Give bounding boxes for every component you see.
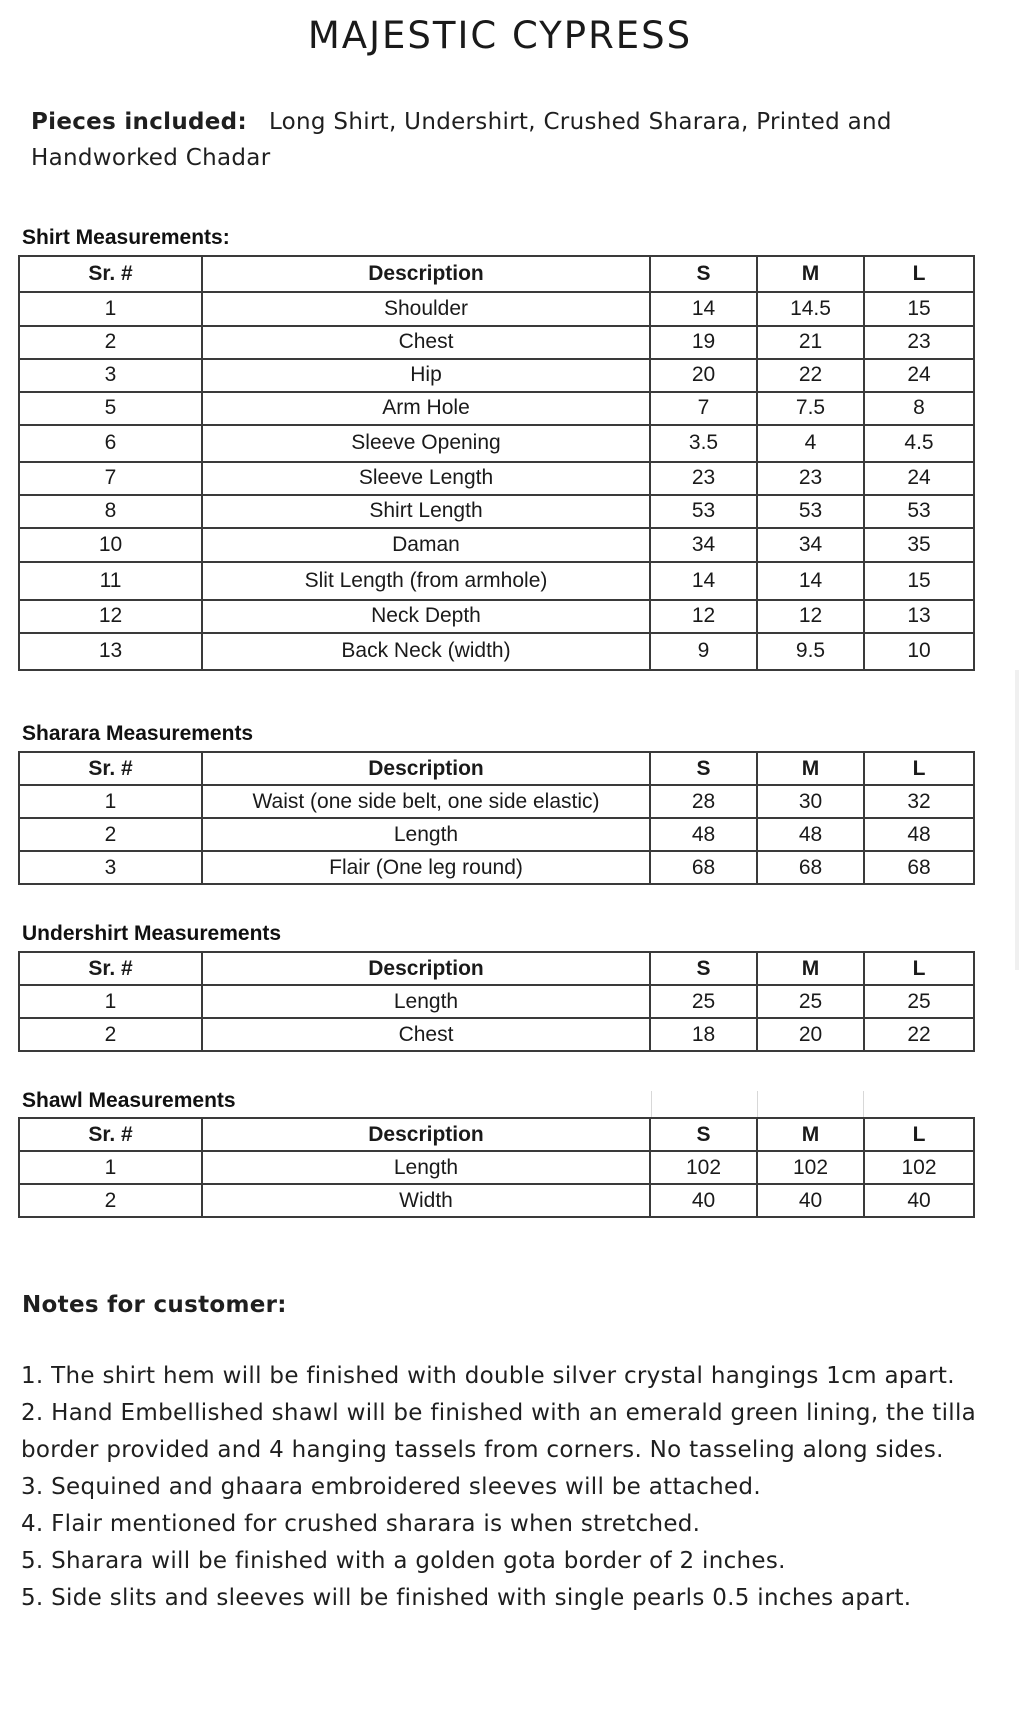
table-row: [19, 495, 974, 528]
sharara-section-title: Sharara Measurements: [22, 722, 254, 745]
cell-desc: Back Neck (width): [202, 633, 650, 670]
cell-sr: 2: [19, 1018, 202, 1051]
cell-desc: Length: [202, 1151, 650, 1184]
cell-desc: Sleeve Length: [202, 462, 650, 495]
cell-s: 34: [650, 528, 757, 562]
header-size-m: M: [757, 952, 864, 985]
cell-s: 19: [650, 326, 757, 359]
table-header-row: [19, 1118, 974, 1151]
table-row: [19, 1151, 974, 1184]
cell-l: 24: [864, 359, 974, 392]
cell-l: 24: [864, 462, 974, 495]
cell-sr: 1: [19, 785, 202, 818]
cell-l: 23: [864, 326, 974, 359]
cell-s: 25: [650, 985, 757, 1018]
table-header-row: [19, 752, 974, 785]
cell-l: 35: [864, 528, 974, 562]
undershirt-measurements-table: [18, 951, 975, 1052]
table-row: [19, 1184, 974, 1217]
header-size-l: L: [864, 1118, 974, 1151]
cell-sr: 1: [19, 292, 202, 326]
cell-s: 12: [650, 600, 757, 633]
cell-desc: Hip: [202, 359, 650, 392]
cell-s: 3.5: [650, 425, 757, 462]
cell-s: 18: [650, 1018, 757, 1051]
header-size-m: M: [757, 1118, 864, 1151]
cell-s: 14: [650, 562, 757, 600]
cell-l: 25: [864, 985, 974, 1018]
table-row: [19, 785, 974, 818]
pieces-included: [31, 104, 951, 176]
cell-l: 32: [864, 785, 974, 818]
header-size-s: S: [650, 952, 757, 985]
cell-desc: Slit Length (from armhole): [202, 562, 650, 600]
cell-desc: Neck Depth: [202, 600, 650, 633]
table-row: [19, 818, 974, 851]
header-sr: Sr. #: [19, 1118, 202, 1151]
cell-sr: 11: [19, 562, 202, 600]
cell-m: 7.5: [757, 392, 864, 425]
table-row: [19, 359, 974, 392]
header-description: Description: [202, 1118, 650, 1151]
cell-s: 102: [650, 1151, 757, 1184]
faint-gridline: [863, 1091, 864, 1117]
table-header-row: [19, 256, 974, 292]
table-row: [19, 292, 974, 326]
header-size-l: L: [864, 752, 974, 785]
undershirt-section-title: Undershirt Measurements: [22, 922, 282, 945]
cell-s: 28: [650, 785, 757, 818]
note-item: 3. Sequined and ghaara embroidered sleeves will be attached.: [21, 1474, 761, 1500]
note-item: 5. Sharara will be finished with a golden gota border of 2 inches.: [21, 1548, 786, 1574]
cell-sr: 7: [19, 462, 202, 495]
cell-m: 53: [757, 495, 864, 528]
cell-m: 25: [757, 985, 864, 1018]
header-size-s: S: [650, 1118, 757, 1151]
cell-m: 30: [757, 785, 864, 818]
cell-m: 12: [757, 600, 864, 633]
header-description: Description: [202, 752, 650, 785]
cell-m: 21: [757, 326, 864, 359]
header-size-s: S: [650, 752, 757, 785]
faint-gridline: [651, 1091, 652, 1117]
notes-heading: Notes for customer:: [22, 1292, 287, 1318]
cell-l: 102: [864, 1151, 974, 1184]
cell-desc: Chest: [202, 1018, 650, 1051]
cell-m: 20: [757, 1018, 864, 1051]
table-row: [19, 392, 974, 425]
cell-m: 4: [757, 425, 864, 462]
table-row: [19, 985, 974, 1018]
cell-s: 23: [650, 462, 757, 495]
note-item: 1. The shirt hem will be finished with double silver crystal hangings 1cm apart.: [21, 1363, 955, 1389]
cell-m: 68: [757, 851, 864, 884]
header-size-s: S: [650, 256, 757, 292]
cell-sr: 10: [19, 528, 202, 562]
shawl-section-title: Shawl Measurements: [22, 1089, 236, 1112]
note-item: 4. Flair mentioned for crushed sharara is when stretched.: [21, 1511, 701, 1537]
cell-m: 48: [757, 818, 864, 851]
cell-s: 68: [650, 851, 757, 884]
cell-l: 22: [864, 1018, 974, 1051]
cell-m: 34: [757, 528, 864, 562]
notes-list: [21, 1358, 981, 1617]
cell-sr: 2: [19, 818, 202, 851]
sharara-measurements-table: [18, 751, 975, 885]
shawl-measurements-table: [18, 1117, 975, 1218]
cell-desc: Sleeve Opening: [202, 425, 650, 462]
cell-l: 40: [864, 1184, 974, 1217]
cell-desc: Length: [202, 818, 650, 851]
cell-l: 15: [864, 292, 974, 326]
cell-desc: Waist (one side belt, one side elastic): [202, 785, 650, 818]
table-row: [19, 633, 974, 670]
cell-l: 4.5: [864, 425, 974, 462]
cell-sr: 1: [19, 1151, 202, 1184]
cell-sr: 13: [19, 633, 202, 670]
cell-l: 53: [864, 495, 974, 528]
cell-desc: Chest: [202, 326, 650, 359]
header-sr: Sr. #: [19, 256, 202, 292]
cell-sr: 12: [19, 600, 202, 633]
cell-sr: 2: [19, 1184, 202, 1217]
header-size-m: M: [757, 752, 864, 785]
cell-desc: Length: [202, 985, 650, 1018]
table-row: [19, 462, 974, 495]
cell-desc: Shoulder: [202, 292, 650, 326]
cell-sr: 3: [19, 851, 202, 884]
shirt-measurements-table: [18, 255, 975, 671]
cell-sr: 8: [19, 495, 202, 528]
cell-s: 20: [650, 359, 757, 392]
cell-l: 68: [864, 851, 974, 884]
pieces-text: Long Shirt, Undershirt, Crushed Sharara, Printed and Handworked Chadar: [31, 109, 892, 171]
cell-desc: Flair (One leg round): [202, 851, 650, 884]
faint-gridline: [757, 1091, 758, 1117]
cell-m: 40: [757, 1184, 864, 1217]
cell-s: 7: [650, 392, 757, 425]
header-size-l: L: [864, 952, 974, 985]
table-header-row: [19, 952, 974, 985]
cell-l: 8: [864, 392, 974, 425]
table-row: [19, 326, 974, 359]
cell-m: 102: [757, 1151, 864, 1184]
shirt-section-title: Shirt Measurements:: [22, 226, 230, 249]
cell-s: 9: [650, 633, 757, 670]
header-size-m: M: [757, 256, 864, 292]
cell-m: 9.5: [757, 633, 864, 670]
cell-desc: Arm Hole: [202, 392, 650, 425]
cell-sr: 6: [19, 425, 202, 462]
table-row: [19, 851, 974, 884]
page-title: MAJESTIC CYPRESS: [307, 14, 693, 57]
cell-sr: 5: [19, 392, 202, 425]
cell-s: 53: [650, 495, 757, 528]
note-item: 5. Side slits and sleeves will be finished with single pearls 0.5 inches apart.: [21, 1585, 912, 1611]
cell-desc: Width: [202, 1184, 650, 1217]
cell-sr: 3: [19, 359, 202, 392]
table-row: [19, 562, 974, 600]
cell-l: 10: [864, 633, 974, 670]
table-row: [19, 600, 974, 633]
cell-l: 15: [864, 562, 974, 600]
cell-s: 40: [650, 1184, 757, 1217]
cell-l: 48: [864, 818, 974, 851]
cell-m: 23: [757, 462, 864, 495]
table-row: [19, 1018, 974, 1051]
cell-s: 14: [650, 292, 757, 326]
note-item: 2. Hand Embellished shawl will be finished with an emerald green lining, the tilla border provided and 4 hanging tassels from corners. No tasseling along sides.: [21, 1400, 977, 1463]
cell-m: 22: [757, 359, 864, 392]
cell-s: 48: [650, 818, 757, 851]
cell-m: 14.5: [757, 292, 864, 326]
table-row: [19, 425, 974, 462]
cell-desc: Daman: [202, 528, 650, 562]
header-sr: Sr. #: [19, 952, 202, 985]
table-row: [19, 528, 974, 562]
cell-desc: Shirt Length: [202, 495, 650, 528]
scrollbar-track[interactable]: [1015, 670, 1019, 970]
header-description: Description: [202, 952, 650, 985]
cell-l: 13: [864, 600, 974, 633]
header-size-l: L: [864, 256, 974, 292]
cell-sr: 2: [19, 326, 202, 359]
pieces-label: Pieces included:: [31, 109, 247, 135]
header-sr: Sr. #: [19, 752, 202, 785]
header-description: Description: [202, 256, 650, 292]
cell-sr: 1: [19, 985, 202, 1018]
cell-m: 14: [757, 562, 864, 600]
